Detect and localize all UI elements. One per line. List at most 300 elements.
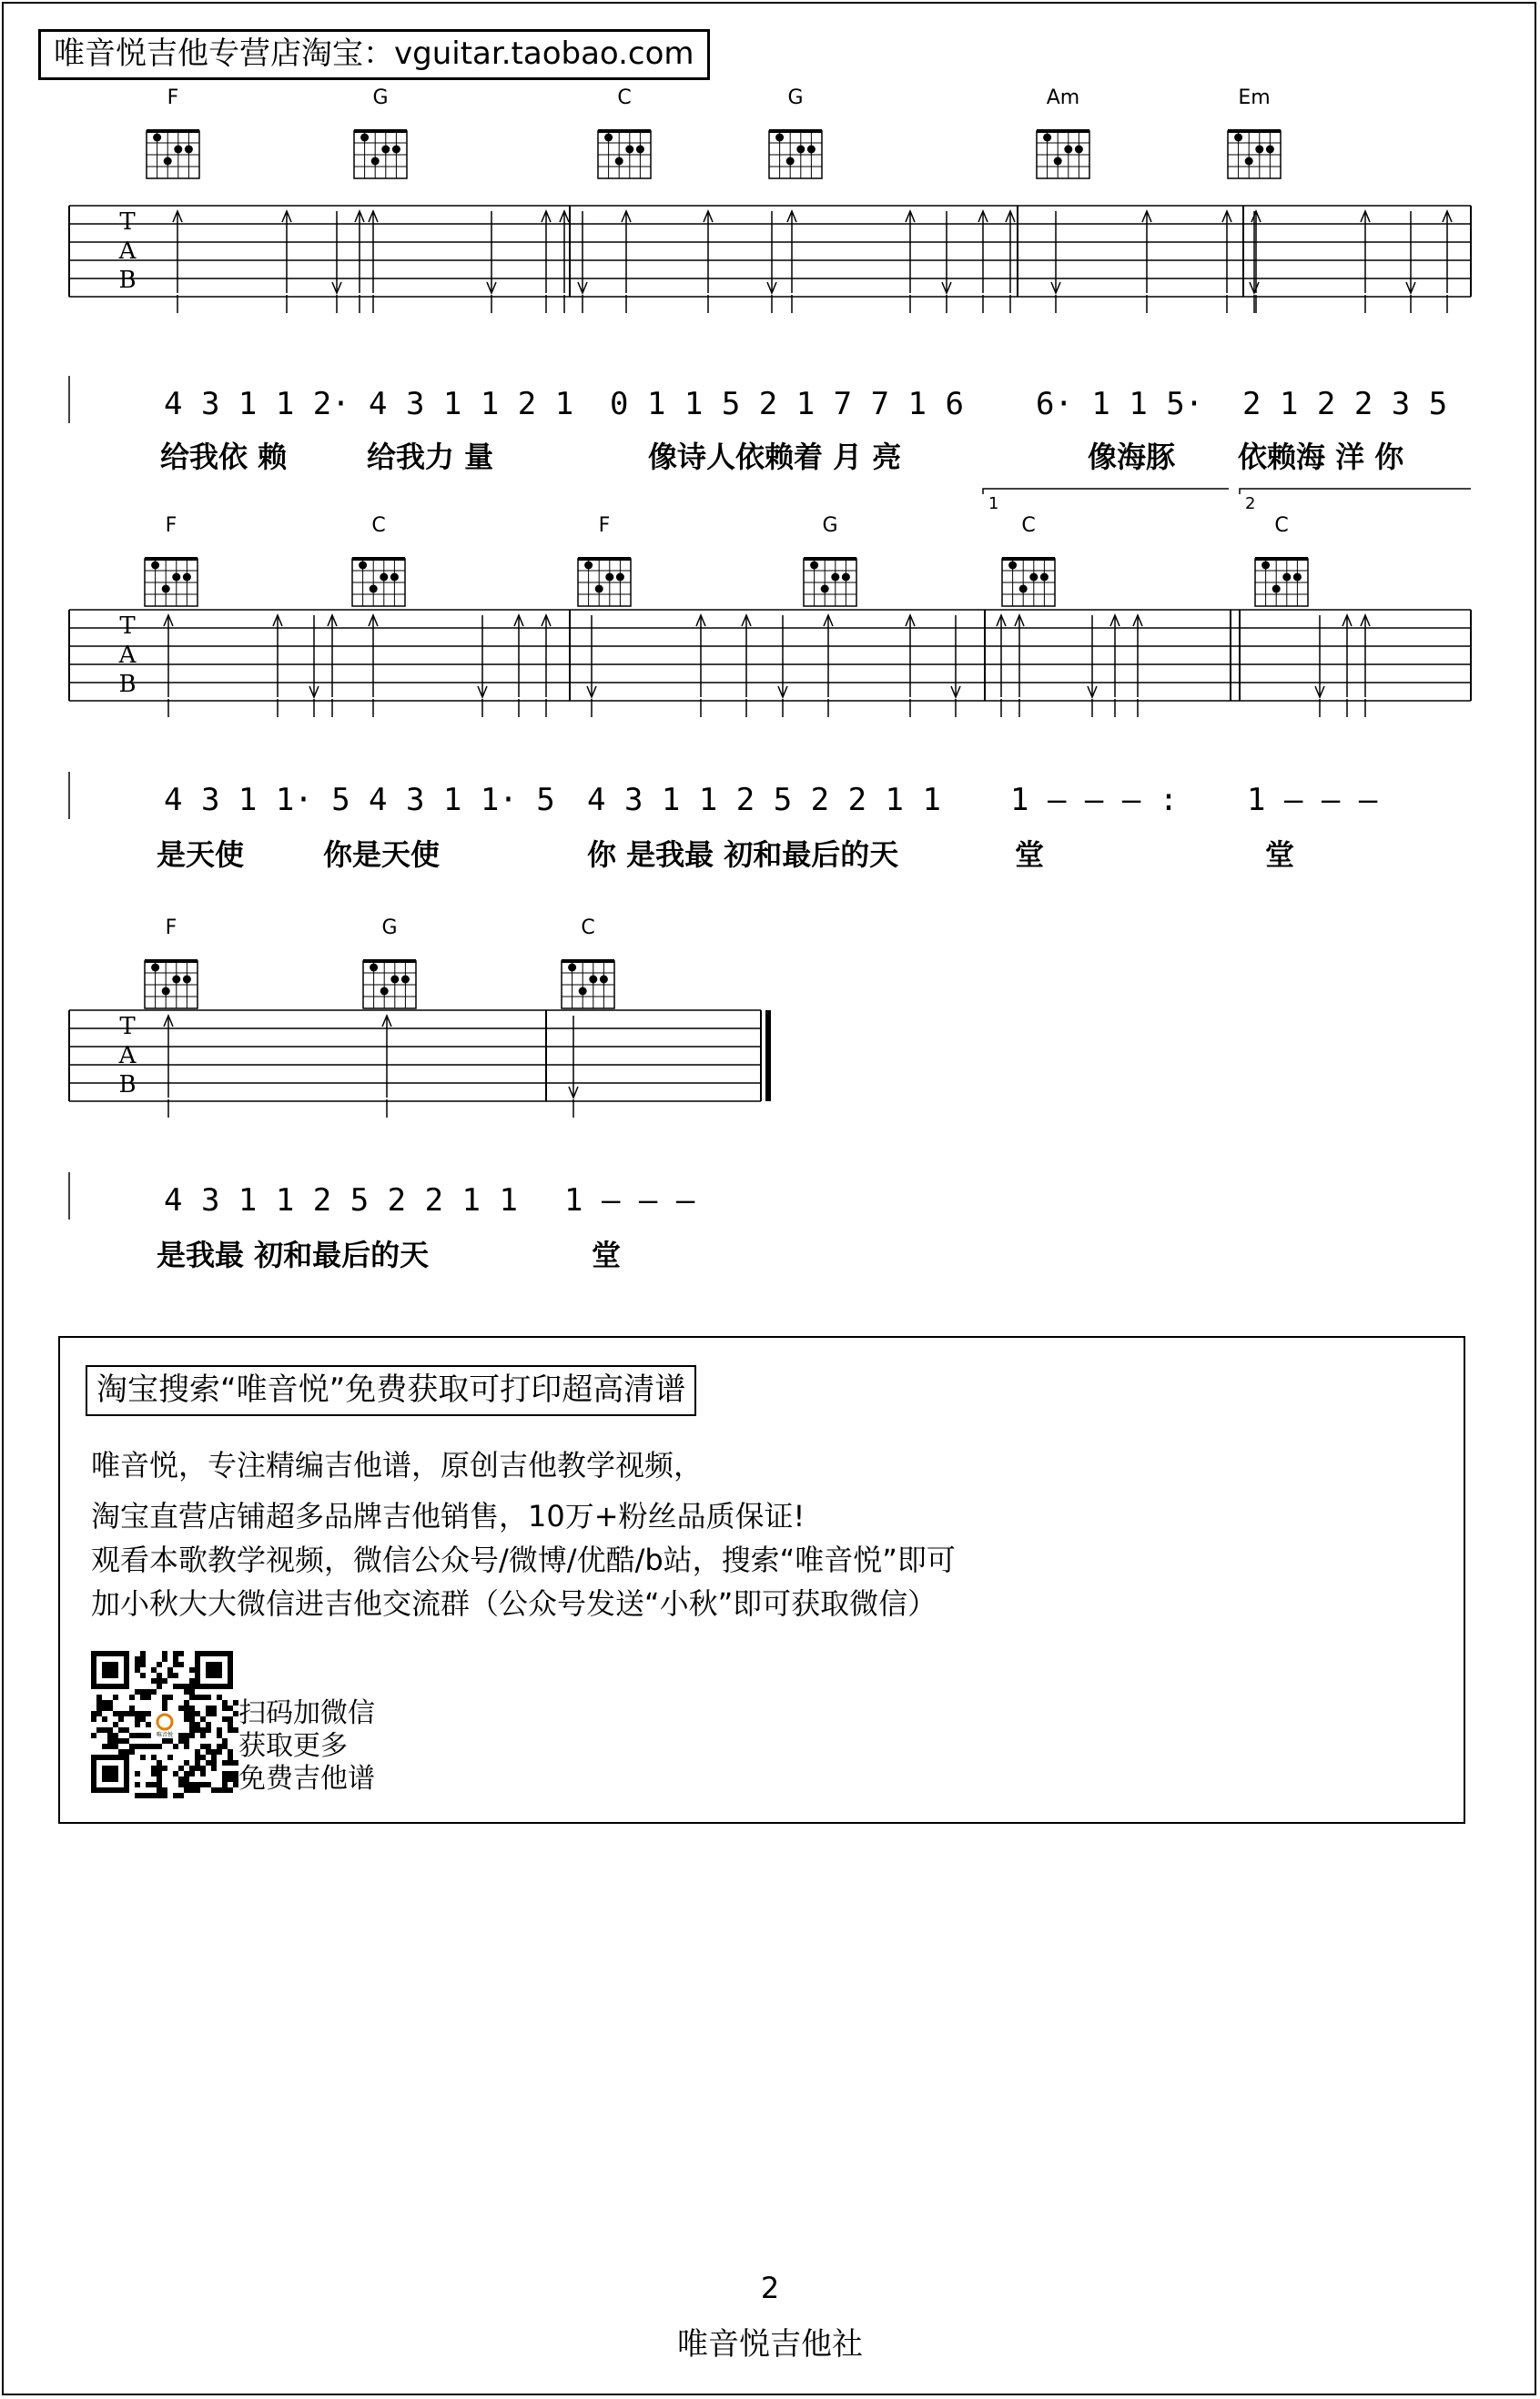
chord-diagram — [354, 86, 407, 178]
qr-module — [113, 1711, 118, 1716]
qr-finder — [206, 1662, 222, 1678]
qr-module — [189, 1782, 195, 1787]
qr-module — [206, 1782, 211, 1787]
qr-module — [200, 1744, 206, 1749]
chord-dot — [390, 573, 399, 582]
qr-module — [228, 1771, 233, 1776]
qr-module — [222, 1716, 228, 1722]
chord-dot — [775, 134, 784, 142]
qr-module — [178, 1738, 184, 1744]
tab-letter: A — [118, 238, 137, 265]
qr-module — [102, 1706, 107, 1711]
qr-module — [228, 1760, 233, 1766]
qr-module — [228, 1727, 233, 1733]
qr-module — [118, 1727, 124, 1733]
qr-module — [211, 1787, 217, 1793]
qr-module — [113, 1695, 118, 1700]
qr-module — [157, 1662, 162, 1667]
chord-dot — [183, 573, 191, 582]
qr-module — [129, 1695, 135, 1700]
qr-module — [222, 1744, 228, 1749]
chord-dot — [625, 146, 633, 154]
qr-module — [102, 1700, 107, 1706]
qr-module — [107, 1706, 113, 1711]
chord-dot — [1075, 146, 1083, 154]
page-number: 2 — [760, 2271, 780, 2305]
volta-number: 2 — [1245, 494, 1256, 513]
lyric-text: 你是天使 — [323, 837, 441, 872]
qr-module — [146, 1722, 151, 1727]
qr-module — [206, 1744, 211, 1749]
qr-module — [189, 1689, 195, 1695]
qr-module — [135, 1722, 140, 1727]
qr-module — [189, 1684, 195, 1689]
qr-module — [113, 1744, 118, 1749]
qr-module — [184, 1700, 189, 1706]
qr-module — [129, 1733, 135, 1738]
chord-dot — [568, 964, 576, 972]
qr-module — [107, 1727, 113, 1733]
qr-module — [189, 1727, 195, 1733]
qr-module — [135, 1667, 140, 1673]
qr-module — [211, 1755, 217, 1760]
lyric-text: 依赖海 洋 你 — [1238, 440, 1404, 474]
chord-diagram — [1228, 86, 1281, 178]
qr-module — [151, 1667, 157, 1673]
qr-module — [118, 1711, 124, 1716]
chord-dot — [162, 585, 170, 593]
qr-caption-line: 扫码加微信 — [238, 1697, 375, 1729]
qr-module — [162, 1695, 167, 1700]
footer-label: 唯音悦吉他社 — [677, 2326, 863, 2363]
qr-module — [206, 1711, 211, 1716]
qr-module — [200, 1695, 206, 1700]
chord-name: G — [372, 86, 389, 109]
promo-box — [58, 1336, 1465, 1824]
qr-module — [178, 1706, 184, 1711]
chord-dot — [380, 573, 388, 582]
qr-module — [184, 1716, 189, 1722]
qr-module — [195, 1749, 200, 1755]
jianpu-notes: 1 – – – — [1247, 782, 1378, 818]
chord-dot — [1019, 585, 1028, 593]
tab-letter: T — [119, 1013, 136, 1040]
chord-diagram — [145, 916, 198, 1008]
qr-module — [140, 1716, 146, 1722]
chord-name: C — [371, 514, 386, 537]
qr-module — [146, 1695, 151, 1700]
volta-bracket — [1240, 489, 1471, 494]
qr-module — [157, 1766, 162, 1771]
jianpu-notes: 4 3 1 1 2 5 2 2 1 1 — [587, 782, 941, 818]
qr-module — [189, 1716, 195, 1722]
qr-module — [189, 1766, 195, 1771]
volta-bracket — [983, 489, 1229, 494]
qr-module — [206, 1722, 211, 1727]
qr-module — [206, 1760, 211, 1766]
chord-dot — [359, 562, 367, 570]
qr-module — [157, 1678, 162, 1684]
lyric-text: 是我最 初和最后的天 — [157, 1238, 430, 1272]
qr-module — [157, 1744, 162, 1749]
qr-module — [151, 1782, 157, 1787]
qr-module — [146, 1733, 151, 1738]
chord-dot — [151, 964, 159, 972]
qr-module — [211, 1760, 217, 1766]
qr-module — [135, 1733, 140, 1738]
qr-module — [195, 1722, 200, 1727]
qr-module — [162, 1793, 167, 1798]
chord-dot — [151, 562, 159, 570]
qr-module — [189, 1722, 195, 1727]
qr-module — [91, 1711, 96, 1716]
qr-module — [157, 1793, 162, 1798]
chord-dot — [1234, 134, 1242, 142]
qr-module — [129, 1711, 135, 1716]
qr-module — [140, 1744, 146, 1749]
qr-module — [113, 1733, 118, 1738]
chord-name: C — [1021, 514, 1036, 537]
qr-module — [222, 1706, 228, 1711]
chord-dot — [174, 146, 182, 154]
qr-module — [140, 1689, 146, 1695]
chord-dot — [1282, 573, 1291, 582]
chord-name: G — [381, 916, 398, 939]
qr-module — [151, 1678, 157, 1684]
qr-module — [146, 1744, 151, 1749]
chord-dot — [1293, 573, 1302, 582]
qr-module — [151, 1771, 157, 1776]
qr-module — [178, 1651, 184, 1656]
qr-module — [140, 1656, 146, 1662]
qr-module — [184, 1711, 189, 1716]
chord-dot — [390, 976, 399, 984]
qr-module — [189, 1711, 195, 1716]
qr-module — [140, 1673, 146, 1678]
qr-module — [200, 1755, 206, 1760]
lyric-text: 给我依 赖 — [160, 440, 288, 474]
lyric-text: 像诗人依赖着 月 亮 — [648, 440, 902, 474]
qr-logo-label: 唯音悦 — [156, 1732, 174, 1738]
chord-dot — [1054, 157, 1062, 166]
qr-module — [107, 1733, 113, 1738]
qr-module — [217, 1744, 222, 1749]
chord-name: Em — [1238, 86, 1271, 109]
tab-letter: A — [118, 642, 137, 669]
qr-caption-line: 免费吉他谱 — [238, 1763, 375, 1795]
chord-diagram — [562, 916, 614, 1008]
qr-module — [113, 1722, 118, 1727]
qr-module — [135, 1716, 140, 1722]
qr-module — [96, 1700, 102, 1706]
chord-dot — [786, 157, 795, 166]
tab-letter: A — [118, 1042, 137, 1069]
qr-module — [189, 1787, 195, 1793]
promo-line: 观看本歌教学视频，微信公众号/微博/优酷/b站，搜索“唯音悦”即可 — [91, 1543, 956, 1577]
qr-module — [146, 1782, 151, 1787]
qr-module — [228, 1722, 233, 1727]
qr-module — [189, 1695, 195, 1700]
chord-dot — [360, 134, 369, 142]
qr-module — [222, 1771, 228, 1776]
chord-name: F — [165, 916, 177, 939]
qr-module — [184, 1744, 189, 1749]
qr-module — [96, 1706, 102, 1711]
jianpu-notes: 4 3 1 1· 5 — [369, 782, 555, 818]
chord-dot — [1040, 573, 1049, 582]
chord-diagram — [769, 86, 822, 178]
promo-line: 加小秋大大微信进吉他交流群（公众号发送“小秋”即可获取微信） — [91, 1586, 937, 1621]
qr-module — [195, 1727, 200, 1733]
qr-module — [107, 1738, 113, 1744]
qr-module — [173, 1651, 178, 1656]
qr-module — [173, 1656, 178, 1662]
chord-dot — [1029, 573, 1038, 582]
lyric-text: 堂 — [1265, 837, 1295, 872]
qr-module — [178, 1662, 184, 1667]
qr-module — [157, 1787, 162, 1793]
qr-module — [222, 1738, 228, 1744]
qr-module — [211, 1711, 217, 1716]
lyric-text: 给我力 量 — [367, 440, 494, 474]
qr-module — [129, 1744, 135, 1749]
chord-diagram — [1037, 86, 1089, 178]
qr-module — [124, 1749, 129, 1755]
qr-module — [195, 1766, 200, 1771]
qr-module — [162, 1678, 167, 1684]
qr-module — [135, 1771, 140, 1776]
qr-module — [228, 1749, 233, 1755]
chord-diagram — [1002, 514, 1055, 606]
qr-module — [151, 1689, 157, 1695]
chord-dot — [1266, 146, 1274, 154]
qr-module — [222, 1700, 228, 1706]
chord-dot — [604, 134, 613, 142]
qr-finder — [102, 1766, 118, 1782]
qr-module — [173, 1673, 178, 1678]
chord-dot — [183, 976, 191, 984]
qr-module — [140, 1711, 146, 1716]
qr-module — [173, 1684, 178, 1689]
chord-dot — [401, 976, 410, 984]
qr-module — [91, 1733, 96, 1738]
chord-dot — [636, 146, 644, 154]
qr-module — [228, 1787, 233, 1793]
qr-module — [217, 1787, 222, 1793]
qr-module — [157, 1760, 162, 1766]
qr-module — [118, 1716, 124, 1722]
chord-dot — [1261, 562, 1270, 570]
qr-module — [184, 1684, 189, 1689]
qr-module — [222, 1776, 228, 1782]
jianpu-notes: 2 1 2 2 3 5 — [1242, 386, 1448, 422]
jianpu-notes: 0 1 1 5 2 1 7 7 1 6 — [610, 386, 964, 422]
tab-letter: T — [119, 612, 136, 640]
chord-diagram — [363, 916, 416, 1008]
qr-module — [195, 1755, 200, 1760]
qr-module — [184, 1733, 189, 1738]
qr-module — [129, 1749, 135, 1755]
qr-module — [91, 1716, 96, 1722]
qr-module — [200, 1733, 206, 1738]
chord-name: C — [581, 916, 595, 939]
qr-module — [222, 1760, 228, 1766]
chord-dot — [370, 964, 378, 972]
chord-dot — [1064, 146, 1072, 154]
qr-module — [140, 1793, 146, 1798]
jianpu-notes: 4 3 1 1 2· — [164, 386, 350, 422]
qr-module — [189, 1667, 195, 1673]
qr-module — [211, 1706, 217, 1711]
lyric-text: 是天使 — [157, 837, 245, 872]
qr-module — [151, 1766, 157, 1771]
qr-module — [217, 1733, 222, 1738]
chord-dot — [1272, 585, 1281, 593]
qr-module — [140, 1695, 146, 1700]
chord-name: G — [822, 514, 838, 537]
qr-module — [162, 1651, 167, 1656]
chord-dot — [605, 573, 613, 582]
qr-module — [124, 1727, 129, 1733]
chord-name: G — [787, 86, 804, 109]
chord-dot — [381, 146, 390, 154]
qr-module — [184, 1706, 189, 1711]
qr-module — [189, 1706, 195, 1711]
chord-name: F — [165, 514, 177, 537]
qr-module — [151, 1793, 157, 1798]
qr-module — [135, 1662, 140, 1667]
qr-module — [157, 1782, 162, 1787]
qr-module — [102, 1716, 107, 1722]
promo-line: 唯音悦，专注精编吉他谱，原创吉他教学视频， — [91, 1448, 704, 1483]
qr-module — [189, 1733, 195, 1738]
qr-module — [184, 1738, 189, 1744]
chord-dot — [1255, 146, 1263, 154]
qr-module — [162, 1700, 167, 1706]
header-banner: 唯音悦吉他专营店淘宝：vguitar.taobao.com — [38, 29, 710, 80]
qr-finder — [102, 1662, 118, 1678]
qr-module — [118, 1749, 124, 1755]
qr-module — [162, 1787, 167, 1793]
qr-module — [211, 1749, 217, 1755]
qr-module — [217, 1695, 222, 1700]
chord-dot — [185, 146, 193, 154]
volta-number: 1 — [988, 494, 999, 513]
qr-module — [184, 1771, 189, 1776]
chord-dot — [1043, 134, 1051, 142]
qr-module — [206, 1706, 211, 1711]
qr-module — [200, 1727, 206, 1733]
qr-module — [157, 1776, 162, 1782]
qr-module — [184, 1689, 189, 1695]
chord-dot — [370, 585, 378, 593]
qr-module — [184, 1782, 189, 1787]
chord-dot — [1245, 157, 1253, 166]
qr-module — [189, 1678, 195, 1684]
chord-dot — [380, 987, 389, 996]
jianpu-notes: 4 3 1 1 2 1 — [369, 386, 574, 422]
qr-module — [140, 1755, 146, 1760]
qr-module — [107, 1700, 113, 1706]
jianpu-notes: 4 3 1 1· 5 — [164, 782, 350, 818]
qr-module — [195, 1787, 200, 1793]
qr-module — [102, 1727, 107, 1733]
jianpu-notes: 1 – – – : — [1010, 782, 1179, 818]
qr-module — [184, 1760, 189, 1766]
qr-module — [217, 1727, 222, 1733]
tab-letter: B — [118, 671, 137, 698]
qr-module — [206, 1727, 211, 1733]
qr-module — [173, 1744, 178, 1749]
chord-diagram — [145, 514, 198, 606]
qr-module — [189, 1771, 195, 1776]
qr-module — [146, 1711, 151, 1716]
chord-dot — [796, 146, 805, 154]
qr-module — [184, 1776, 189, 1782]
qr-module — [146, 1689, 151, 1695]
qr-module — [228, 1776, 233, 1782]
lyric-text: 堂 — [592, 1238, 622, 1272]
qr-module — [157, 1684, 162, 1689]
chord-dot — [616, 573, 624, 582]
qr-module — [222, 1787, 228, 1793]
qr-module — [113, 1738, 118, 1744]
chord-dot — [153, 134, 161, 142]
qr-module — [135, 1656, 140, 1662]
qr-module — [140, 1651, 146, 1656]
promo-title: 淘宝搜索“唯音悦”免费获取可打印超高清谱 — [86, 1365, 696, 1416]
qr-module — [178, 1776, 184, 1782]
chord-diagram — [804, 514, 856, 606]
chord-dot — [600, 976, 608, 984]
tab-letter: B — [118, 1071, 137, 1098]
chord-diagram — [1255, 514, 1308, 606]
qr-module — [228, 1755, 233, 1760]
qr-module — [217, 1749, 222, 1755]
chord-dot — [615, 157, 623, 166]
qr-module — [206, 1695, 211, 1700]
qr-module — [206, 1749, 211, 1755]
qr-module — [228, 1716, 233, 1722]
qr-module — [162, 1656, 167, 1662]
qr-module — [162, 1706, 167, 1711]
qr-module — [195, 1711, 200, 1716]
qr-module — [124, 1711, 129, 1716]
qr-module — [102, 1744, 107, 1749]
qr-module — [178, 1782, 184, 1787]
qr-module — [135, 1711, 140, 1716]
tab-letter: T — [119, 208, 136, 236]
jianpu-notes: 4 3 1 1 2 5 2 2 1 1 — [164, 1182, 518, 1219]
qr-module — [129, 1706, 135, 1711]
qr-module — [124, 1738, 129, 1744]
chord-dot — [831, 573, 839, 582]
qr-module — [222, 1782, 228, 1787]
qr-code-icon[interactable] — [91, 1651, 238, 1798]
qr-module — [173, 1662, 178, 1667]
qr-module — [178, 1766, 184, 1771]
qr-module — [184, 1787, 189, 1793]
qr-module — [162, 1766, 167, 1771]
qr-module — [178, 1733, 184, 1738]
qr-module — [178, 1684, 184, 1689]
chord-dot — [595, 585, 603, 593]
qr-module — [195, 1760, 200, 1766]
qr-module — [118, 1738, 124, 1744]
chord-diagram — [352, 514, 405, 606]
tab-letter: B — [118, 267, 137, 294]
lyric-text: 你 是我最 初和最后的天 — [587, 837, 899, 872]
